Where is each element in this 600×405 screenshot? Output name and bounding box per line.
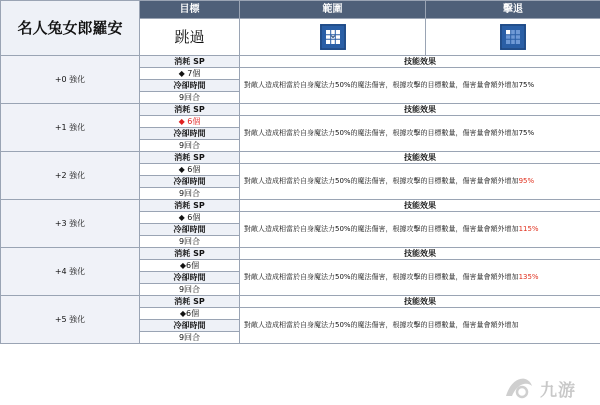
cooldown-value: 9回合	[140, 92, 240, 104]
cooldown-value: 9回合	[140, 236, 240, 248]
effect-prefix: 對敵人造成相當於自身魔法力50%的魔法傷害，根據攻擊的目標數量，傷害量會額外增加	[244, 273, 519, 281]
table-row	[1, 104, 600, 116]
knockback-grid-icon	[500, 24, 526, 50]
column-header-range: 範圍	[240, 1, 426, 19]
damage-bonus: 75%	[518, 129, 535, 137]
sp-cost-value: ◆6個	[140, 308, 240, 320]
table-row	[1, 248, 600, 260]
character-name: 名人兔女郎羅安	[1, 1, 140, 56]
table-row	[1, 152, 600, 164]
knockback-cell	[426, 19, 600, 56]
sp-cost-label: 消耗 SP	[140, 296, 240, 308]
sp-cost-label: 消耗 SP	[140, 152, 240, 164]
skill-effect-label: 技能效果	[240, 104, 600, 116]
enhance-level: +5 強化	[1, 296, 140, 344]
cooldown-label: 冷卻時間	[140, 224, 240, 236]
range-cell	[240, 19, 426, 56]
skill-effect-text	[240, 212, 600, 248]
skill-effect-text	[240, 116, 600, 152]
cooldown-label: 冷卻時間	[140, 128, 240, 140]
sp-cost-label: 消耗 SP	[140, 56, 240, 68]
cooldown-value: 9回合	[140, 140, 240, 152]
enhance-level: +0 強化	[1, 56, 140, 104]
cooldown-label: 冷卻時間	[140, 176, 240, 188]
sp-cost-value: ◆ 6個	[140, 116, 240, 128]
cooldown-label: 冷卻時間	[140, 80, 240, 92]
effect-prefix: 對敵人造成相當於自身魔法力50%的魔法傷害，根據攻擊的目標數量，傷害量會額外增加	[244, 81, 519, 89]
skill-effect-label: 技能效果	[240, 296, 600, 308]
effect-prefix: 對敵人造成相當於自身魔法力50%的魔法傷害，根據攻擊的目標數量，傷害量會額外增加	[244, 225, 519, 233]
skill-effect-label: 技能效果	[240, 200, 600, 212]
skill-effect-text	[240, 260, 600, 296]
table-row	[1, 56, 600, 68]
table-row	[1, 200, 600, 212]
sp-cost-value: ◆ 7個	[140, 68, 240, 80]
enhance-level: +2 強化	[1, 152, 140, 200]
skill-effect-text	[240, 308, 600, 344]
effect-prefix: 對敵人造成相當於自身魔法力50%的魔法傷害，根據攻擊的目標數量，傷害量會額外增加	[244, 177, 519, 185]
sp-cost-label: 消耗 SP	[140, 248, 240, 260]
skill-effect-label: 技能效果	[240, 248, 600, 260]
cooldown-label: 冷卻時間	[140, 272, 240, 284]
cooldown-value: 9回合	[140, 332, 240, 344]
ninegame-logo-icon	[502, 372, 536, 402]
sp-cost-value: ◆6個	[140, 260, 240, 272]
effect-prefix: 對敵人造成相當於自身魔法力50%的魔法傷害，根據攻擊的目標數量，傷害量會額外增加	[244, 129, 519, 137]
damage-bonus: 135%	[518, 273, 539, 281]
watermark	[502, 368, 600, 405]
table-row	[1, 296, 600, 308]
cooldown-value: 9回合	[140, 188, 240, 200]
damage-bonus: 75%	[518, 81, 535, 89]
target-value: 跳過	[140, 19, 240, 56]
skill-effect-text	[240, 164, 600, 200]
enhance-level: +3 強化	[1, 200, 140, 248]
sp-cost-value: ◆ 6個	[140, 164, 240, 176]
sp-cost-label: 消耗 SP	[140, 104, 240, 116]
skill-effect-label: 技能效果	[240, 56, 600, 68]
cooldown-value: 9回合	[140, 284, 240, 296]
sp-cost-value: ◆ 6個	[140, 212, 240, 224]
watermark-text: 九游	[540, 381, 576, 401]
cooldown-label: 冷卻時間	[140, 320, 240, 332]
column-header-knockback: 擊退	[426, 1, 600, 19]
damage-bonus: 115%	[518, 225, 539, 233]
skill-effect-label: 技能效果	[240, 152, 600, 164]
damage-bonus: 95%	[518, 177, 535, 185]
range-grid-icon	[320, 24, 346, 50]
effect-prefix: 對敵人造成相當於自身魔法力50%的魔法傷害，根據攻擊的目標數量，傷害量會額外增加	[244, 321, 519, 329]
skill-effect-text	[240, 68, 600, 104]
enhance-level: +1 強化	[1, 104, 140, 152]
enhance-level: +4 強化	[1, 248, 140, 296]
column-header-target: 目標	[140, 1, 240, 19]
sp-cost-label: 消耗 SP	[140, 200, 240, 212]
